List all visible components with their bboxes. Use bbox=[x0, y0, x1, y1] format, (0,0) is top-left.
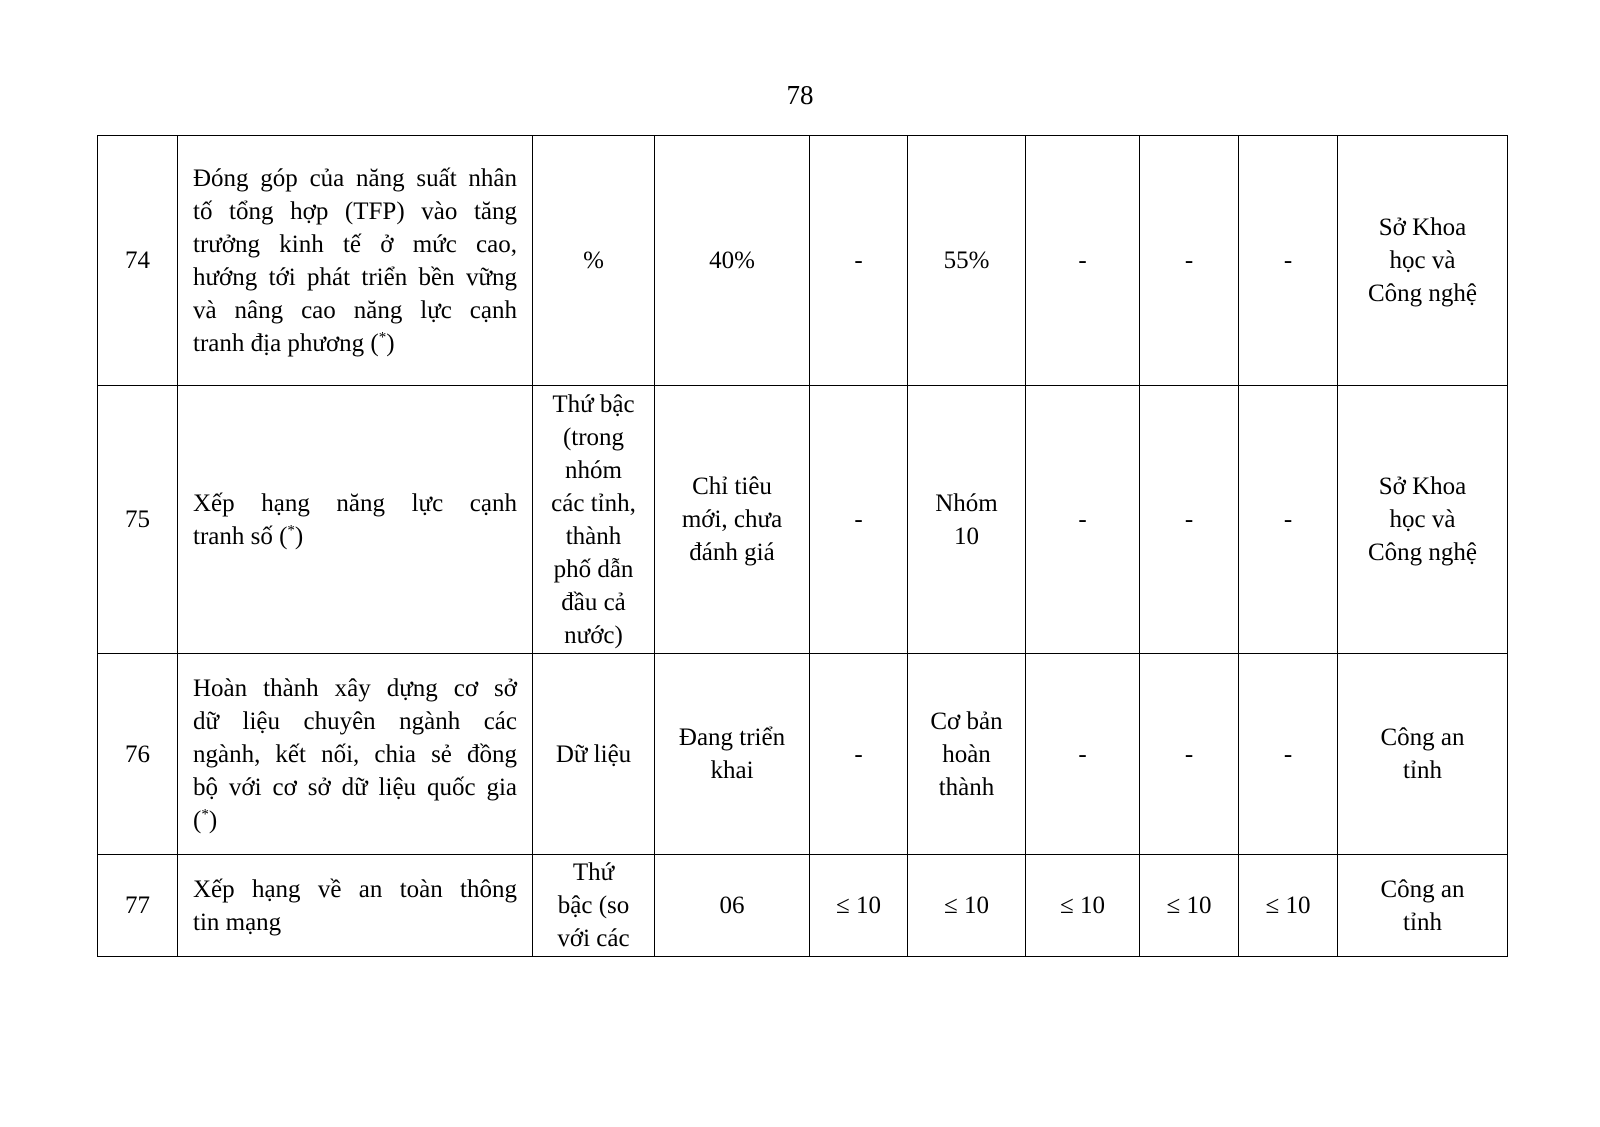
unit-cell: Dữ liệu bbox=[533, 654, 655, 855]
baseline-cell: 06 bbox=[655, 855, 810, 957]
table-row bbox=[98, 855, 1508, 957]
baseline-cell: 40% bbox=[655, 136, 810, 386]
row-number: 77 bbox=[98, 855, 178, 957]
target-cell: ≤ 10 bbox=[908, 855, 1026, 957]
value-cell: - bbox=[1140, 136, 1239, 386]
unit-cell: Thứ bậc (trong nhóm các tỉnh, thành phố dẫn đầu cả nước) bbox=[533, 386, 655, 654]
indicator-description: Xếp hạng về an toàn thông tin mạng bbox=[178, 855, 533, 957]
indicator-description: Hoàn thành xây dựng cơ sở dữ liệu chuyên ngành các ngành, kết nối, chia sẻ đồng bộ với cơ sở dữ liệu quốc gia (*) bbox=[178, 654, 533, 855]
baseline-cell: Chỉ tiêu mới, chưa đánh giá bbox=[655, 386, 810, 654]
indicator-description: Đóng góp của năng suất nhân tố tổng hợp (TFP) vào tăng trưởng kinh tế ở mức cao, hướng tới phát triển bền vững và nâng cao năng lực cạnh tranh địa phương (*) bbox=[178, 136, 533, 386]
value-cell: - bbox=[810, 136, 908, 386]
table-row bbox=[98, 654, 1508, 855]
indicator-table bbox=[97, 135, 1508, 957]
agency-cell: Công an tỉnh bbox=[1338, 654, 1508, 855]
table-row bbox=[98, 136, 1508, 386]
footnote-marker: * bbox=[201, 806, 209, 823]
target-cell: Cơ bản hoàn thành bbox=[908, 654, 1026, 855]
value-cell: - bbox=[810, 386, 908, 654]
value-cell: - bbox=[1239, 654, 1338, 855]
value-cell: ≤ 10 bbox=[1026, 855, 1140, 957]
value-cell: - bbox=[1026, 386, 1140, 654]
value-cell: - bbox=[1140, 654, 1239, 855]
row-number: 76 bbox=[98, 654, 178, 855]
indicator-description: Xếp hạng năng lực cạnh tranh số (*) bbox=[178, 386, 533, 654]
page-number: 78 bbox=[786, 80, 814, 110]
footnote-marker: * bbox=[378, 329, 387, 346]
agency-cell: Sở Khoa học và Công nghệ bbox=[1338, 386, 1508, 654]
row-number: 75 bbox=[98, 386, 178, 654]
agency-cell: Công an tỉnh bbox=[1338, 855, 1508, 957]
value-cell: ≤ 10 bbox=[1239, 855, 1338, 957]
value-cell: - bbox=[1026, 654, 1140, 855]
value-cell: - bbox=[1026, 136, 1140, 386]
target-cell: 55% bbox=[908, 136, 1026, 386]
agency-cell: Sở Khoa học và Công nghệ bbox=[1338, 136, 1508, 386]
footnote-marker: * bbox=[287, 522, 295, 539]
value-cell: - bbox=[1239, 136, 1338, 386]
value-cell: - bbox=[1140, 386, 1239, 654]
value-cell: ≤ 10 bbox=[810, 855, 908, 957]
row-number: 74 bbox=[98, 136, 178, 386]
unit-cell: Thứ bậc (so với các bbox=[533, 855, 655, 957]
unit-cell: % bbox=[533, 136, 655, 386]
value-cell: - bbox=[810, 654, 908, 855]
value-cell: - bbox=[1239, 386, 1338, 654]
baseline-cell: Đang triển khai bbox=[655, 654, 810, 855]
table-row bbox=[98, 386, 1508, 654]
target-cell: Nhóm 10 bbox=[908, 386, 1026, 654]
value-cell: ≤ 10 bbox=[1140, 855, 1239, 957]
